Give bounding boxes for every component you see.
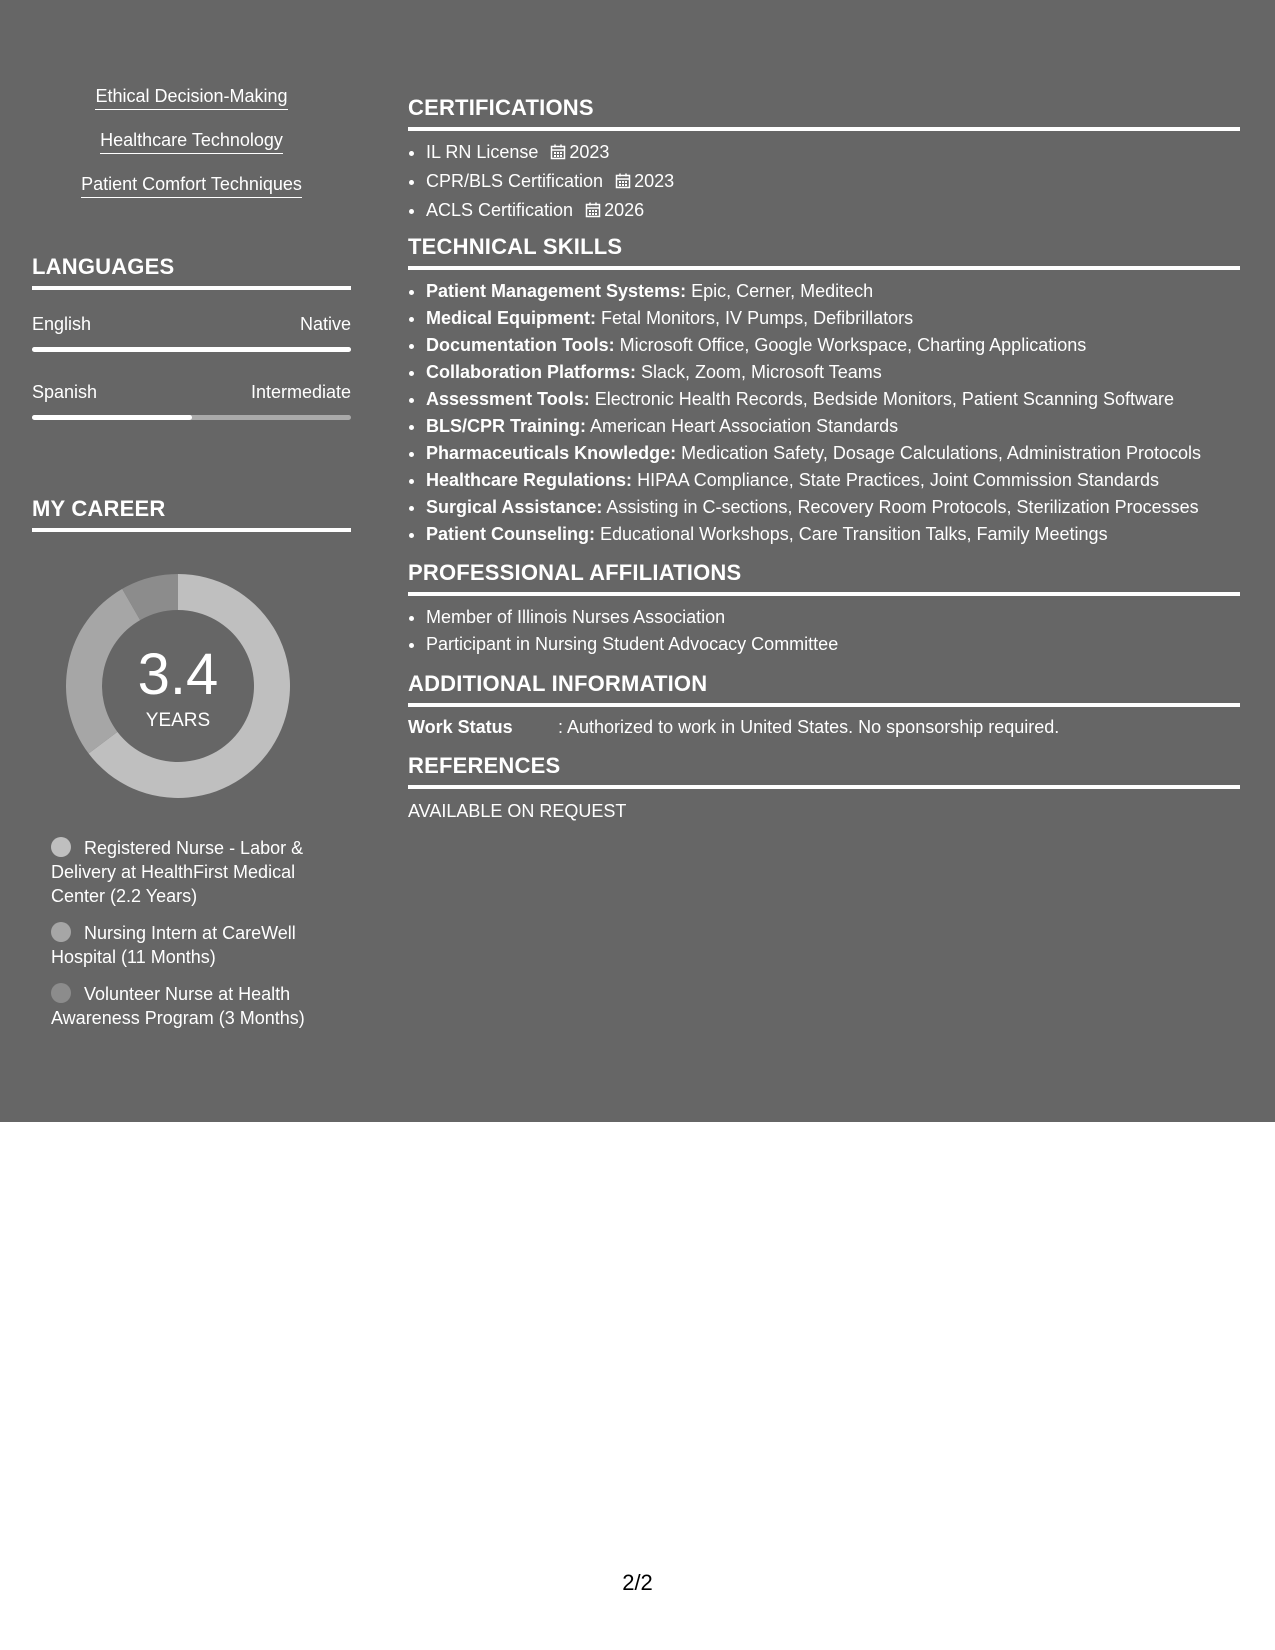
skill-label: Surgical Assistance: bbox=[426, 497, 603, 517]
certification-name: ACLS Certification bbox=[426, 200, 574, 220]
technical-skills-title: TECHNICAL SKILLS bbox=[408, 234, 1240, 270]
certification-name: IL RN License bbox=[426, 142, 539, 162]
technical-skill-item bbox=[426, 521, 1240, 548]
language-proficiency-fill bbox=[32, 415, 192, 420]
career-item-text: Volunteer Nurse at Health Awareness Program (3 Months) bbox=[51, 984, 305, 1028]
skill-tag: Healthcare Technology bbox=[100, 130, 283, 154]
skill-label: BLS/CPR Training: bbox=[426, 416, 587, 436]
affiliations-section bbox=[408, 560, 1240, 658]
career-legend-item bbox=[51, 836, 331, 908]
affiliation-item: • Participant in Nursing Student Advocacy Committee bbox=[426, 631, 1240, 658]
additional-info-title: ADDITIONAL INFORMATION bbox=[408, 671, 1240, 707]
skill-label: Patient Counseling: bbox=[426, 524, 596, 544]
language-name: English bbox=[32, 314, 92, 334]
career-legend bbox=[51, 836, 331, 1043]
skill-tag: Patient Comfort Techniques bbox=[81, 174, 302, 198]
certifications-list bbox=[408, 139, 1240, 226]
certification-name: CPR/BLS Certification bbox=[426, 171, 604, 191]
certification-item bbox=[426, 168, 1240, 197]
page-number: 2/2 bbox=[622, 1570, 653, 1595]
languages-section bbox=[32, 254, 351, 420]
technical-skill-item bbox=[426, 305, 1240, 332]
calendar-icon bbox=[615, 170, 631, 197]
technical-skill-item bbox=[426, 386, 1240, 413]
certification-item bbox=[426, 197, 1240, 226]
legend-dot bbox=[51, 983, 71, 1003]
skill-value: American Heart Association Standards bbox=[586, 416, 899, 436]
certification-year: 2023 bbox=[569, 142, 610, 162]
career-donut-chart bbox=[66, 574, 290, 798]
skill-value: Electronic Health Records, Bedside Monitors, Patient Scanning Software bbox=[589, 389, 1175, 409]
certification-year: 2023 bbox=[634, 171, 675, 191]
skill-value: Slack, Zoom, Microsoft Teams bbox=[636, 362, 882, 382]
legend-dot bbox=[51, 837, 71, 857]
references-section bbox=[408, 753, 1240, 822]
skill-label: Pharmaceuticals Knowledge: bbox=[426, 443, 677, 463]
technical-skill-item bbox=[426, 440, 1240, 467]
affiliations-list bbox=[408, 604, 1240, 658]
skill-value: Assisting in C-sections, Recovery Room Protocols, Sterilization Processes bbox=[602, 497, 1199, 517]
language-name: Spanish bbox=[32, 382, 98, 402]
donut-center bbox=[66, 574, 290, 798]
additional-info-section bbox=[408, 671, 1240, 738]
language-level: Intermediate bbox=[250, 382, 351, 402]
skill-value: Educational Workshops, Care Transition Talks, Family Meetings bbox=[595, 524, 1108, 544]
skill-label: Healthcare Regulations: bbox=[426, 470, 633, 490]
career-item-text: Nursing Intern at CareWell Hospital (11 Months) bbox=[51, 923, 296, 967]
technical-skill-item bbox=[426, 278, 1240, 305]
work-status-row bbox=[408, 717, 1240, 738]
skill-value: Medication Safety, Dosage Calculations, Administration Protocols bbox=[676, 443, 1202, 463]
skill-tag-list bbox=[32, 86, 351, 218]
affiliations-title: PROFESSIONAL AFFILIATIONS bbox=[408, 560, 1240, 596]
calendar-icon bbox=[585, 199, 601, 226]
skill-value: HIPAA Compliance, State Practices, Joint Commission Standards bbox=[632, 470, 1159, 490]
career-total-unit: YEARS bbox=[145, 710, 211, 731]
certification-item bbox=[426, 139, 1240, 168]
references-title: REFERENCES bbox=[408, 753, 1240, 789]
technical-skill-item bbox=[426, 413, 1240, 440]
technical-skills-list bbox=[408, 278, 1240, 548]
affiliation-item: • Member of Illinois Nurses Association bbox=[426, 604, 1240, 631]
skill-label: Collaboration Platforms: bbox=[426, 362, 637, 382]
language-level: Native bbox=[299, 314, 351, 334]
certifications-section bbox=[408, 95, 1240, 226]
career-legend-item bbox=[51, 982, 331, 1030]
career-total-years: 3.4 bbox=[137, 642, 219, 707]
language-proficiency-bar bbox=[32, 415, 351, 420]
career-title: MY CAREER bbox=[32, 496, 351, 532]
skill-value: Microsoft Office, Google Workspace, Charting Applications bbox=[614, 335, 1087, 355]
skill-label: Patient Management Systems: bbox=[426, 281, 687, 301]
language-proficiency-fill bbox=[32, 347, 351, 352]
certification-year: 2026 bbox=[604, 200, 645, 220]
technical-skills-section bbox=[408, 234, 1240, 548]
work-status-label: Work Status bbox=[408, 717, 513, 737]
career-item-text: Registered Nurse - Labor & Delivery at HealthFirst Medical Center (2.2 Years) bbox=[51, 838, 304, 906]
technical-skill-item bbox=[426, 494, 1240, 521]
career-legend-item bbox=[51, 921, 331, 969]
language-row bbox=[32, 314, 351, 335]
skill-value: Fetal Monitors, IV Pumps, Defibrillators bbox=[596, 308, 914, 328]
legend-dot bbox=[51, 922, 71, 942]
skill-label: Assessment Tools: bbox=[426, 389, 590, 409]
skill-value: Epic, Cerner, Meditech bbox=[686, 281, 874, 301]
references-text: AVAILABLE ON REQUEST bbox=[408, 801, 627, 821]
career-section bbox=[32, 496, 351, 1028]
languages-title: LANGUAGES bbox=[32, 254, 351, 290]
technical-skill-item bbox=[426, 332, 1240, 359]
language-proficiency-bar bbox=[32, 347, 351, 352]
skill-label: Medical Equipment: bbox=[426, 308, 597, 328]
language-row bbox=[32, 382, 351, 403]
skill-tag: Ethical Decision-Making bbox=[95, 86, 287, 110]
skill-label: Documentation Tools: bbox=[426, 335, 615, 355]
technical-skill-item bbox=[426, 467, 1240, 494]
work-status-value: : Authorized to work in United States. No sponsorship required. bbox=[558, 717, 1060, 737]
technical-skill-item bbox=[426, 359, 1240, 386]
certifications-title: CERTIFICATIONS bbox=[408, 95, 1240, 131]
calendar-icon bbox=[550, 141, 566, 168]
